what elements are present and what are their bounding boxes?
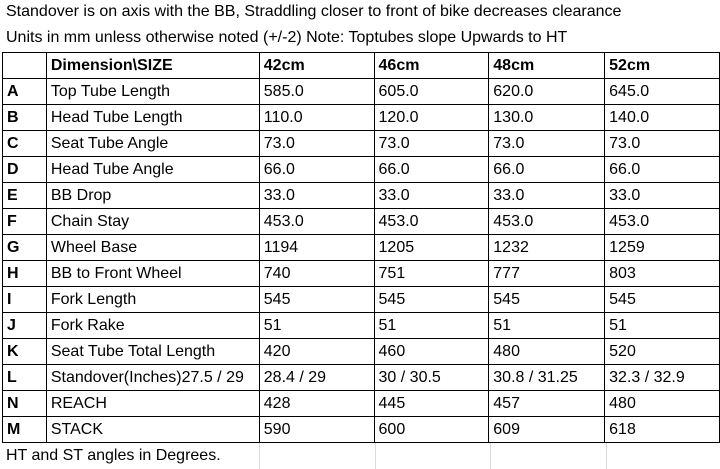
cell-dimension: Wheel Base (46, 235, 259, 261)
cell-size-42cm: 545 (259, 287, 374, 313)
cell-size-46cm: 453.0 (374, 209, 489, 235)
cell-size-52cm: 33.0 (605, 183, 720, 209)
cell-letter: F (3, 209, 47, 235)
cell-letter: B (3, 105, 47, 131)
cell-letter: N (3, 391, 47, 417)
cell-size-46cm: 73.0 (374, 131, 489, 157)
header-cell-size-46cm: 46cm (374, 53, 489, 79)
cell-size-42cm: 1194 (259, 235, 374, 261)
cell-size-42cm: 428 (259, 391, 374, 417)
cell-dimension: BB to Front Wheel (46, 261, 259, 287)
cell-dimension: Top Tube Length (46, 79, 259, 105)
table-row (3, 417, 720, 443)
cell-dimension: BB Drop (46, 183, 259, 209)
cell-dimension: Fork Rake (46, 313, 259, 339)
cell-letter: C (3, 131, 47, 157)
cell-size-52cm: 1259 (605, 235, 720, 261)
cell-size-42cm: 66.0 (259, 157, 374, 183)
cell-size-48cm: 545 (489, 287, 605, 313)
cell-size-46cm: 460 (374, 339, 489, 365)
cell-size-48cm: 30.8 / 31.25 (489, 365, 605, 391)
table-row (3, 235, 720, 261)
cell-size-46cm: 1205 (374, 235, 489, 261)
cell-size-42cm: 110.0 (259, 105, 374, 131)
cell-size-52cm: 73.0 (605, 131, 720, 157)
cell-size-52cm: 480 (605, 391, 720, 417)
cell-size-52cm: 32.3 / 32.9 (605, 365, 720, 391)
table-row (3, 209, 720, 235)
table-row (3, 79, 720, 105)
cell-size-52cm: 545 (605, 287, 720, 313)
cell-dimension: Standover(Inches)27.5 / 29 (46, 365, 259, 391)
geometry-table (2, 52, 720, 443)
table-row (3, 365, 720, 391)
cell-size-48cm: 777 (489, 261, 605, 287)
cell-size-42cm: 590 (259, 417, 374, 443)
cell-dimension: REACH (46, 391, 259, 417)
cell-size-52cm: 645.0 (605, 79, 720, 105)
cell-letter: K (3, 339, 47, 365)
cell-size-42cm: 28.4 / 29 (259, 365, 374, 391)
cell-dimension: Head Tube Length (46, 105, 259, 131)
header-cell-dimension: Dimension\SIZE (46, 53, 259, 79)
cell-size-48cm: 130.0 (489, 105, 605, 131)
header-cell-size-52cm: 52cm (605, 53, 720, 79)
cell-letter: I (3, 287, 47, 313)
table-row (3, 261, 720, 287)
cell-size-46cm: 30 / 30.5 (374, 365, 489, 391)
cell-size-46cm: 120.0 (374, 105, 489, 131)
cell-size-46cm: 445 (374, 391, 489, 417)
table-row (3, 183, 720, 209)
cell-size-46cm: 605.0 (374, 79, 489, 105)
cell-letter: J (3, 313, 47, 339)
cell-size-52cm: 66.0 (605, 157, 720, 183)
cell-letter: M (3, 417, 47, 443)
table-row (3, 287, 720, 313)
cell-size-42cm: 33.0 (259, 183, 374, 209)
cell-dimension: Seat Tube Total Length (46, 339, 259, 365)
cell-dimension: Seat Tube Angle (46, 131, 259, 157)
table-row (3, 105, 720, 131)
cell-size-42cm: 740 (259, 261, 374, 287)
table-row (3, 131, 720, 157)
cell-size-48cm: 620.0 (489, 79, 605, 105)
cell-dimension: Chain Stay (46, 209, 259, 235)
cell-size-48cm: 609 (489, 417, 605, 443)
cell-size-42cm: 51 (259, 313, 374, 339)
cell-size-46cm: 66.0 (374, 157, 489, 183)
cell-letter: G (3, 235, 47, 261)
cell-size-52cm: 453.0 (605, 209, 720, 235)
units-note: Units in mm unless otherwise noted (+/-2) Note: Toptubes slope Upwards to HT (6, 29, 568, 46)
cell-size-42cm: 420 (259, 339, 374, 365)
empty-footer-cells (259, 443, 720, 469)
cell-dimension: Fork Length (46, 287, 259, 313)
cell-size-42cm: 453.0 (259, 209, 374, 235)
table-row (3, 391, 720, 417)
cell-size-52cm: 618 (605, 417, 720, 443)
cell-size-48cm: 33.0 (489, 183, 605, 209)
table-row (3, 157, 720, 183)
cell-size-46cm: 51 (374, 313, 489, 339)
standover-note: Standover is on axis with the BB, Straddling closer to front of bike decreases clearance (6, 3, 622, 20)
cell-dimension: Head Tube Angle (46, 157, 259, 183)
cell-size-52cm: 520 (605, 339, 720, 365)
cell-size-42cm: 73.0 (259, 131, 374, 157)
cell-size-52cm: 51 (605, 313, 720, 339)
cell-letter: L (3, 365, 47, 391)
cell-size-48cm: 480 (489, 339, 605, 365)
table-row (3, 339, 720, 365)
cell-size-46cm: 751 (374, 261, 489, 287)
cell-size-48cm: 51 (489, 313, 605, 339)
table-row (3, 313, 720, 339)
cell-size-48cm: 453.0 (489, 209, 605, 235)
cell-size-48cm: 457 (489, 391, 605, 417)
cell-letter: A (3, 79, 47, 105)
cell-size-48cm: 73.0 (489, 131, 605, 157)
cell-letter: E (3, 183, 47, 209)
header-cell-letter (3, 53, 47, 79)
table-header-row (3, 53, 720, 79)
cell-letter: D (3, 157, 47, 183)
header-cell-size-42cm: 42cm (259, 53, 374, 79)
header-cell-size-48cm: 48cm (489, 53, 605, 79)
cell-size-42cm: 585.0 (259, 79, 374, 105)
cell-size-52cm: 140.0 (605, 105, 720, 131)
cell-size-46cm: 545 (374, 287, 489, 313)
cell-size-46cm: 33.0 (374, 183, 489, 209)
cell-size-48cm: 66.0 (489, 157, 605, 183)
cell-size-48cm: 1232 (489, 235, 605, 261)
cell-size-46cm: 600 (374, 417, 489, 443)
cell-size-52cm: 803 (605, 261, 720, 287)
angles-footnote: HT and ST angles in Degrees. (6, 447, 221, 464)
cell-letter: H (3, 261, 47, 287)
cell-dimension: STACK (46, 417, 259, 443)
